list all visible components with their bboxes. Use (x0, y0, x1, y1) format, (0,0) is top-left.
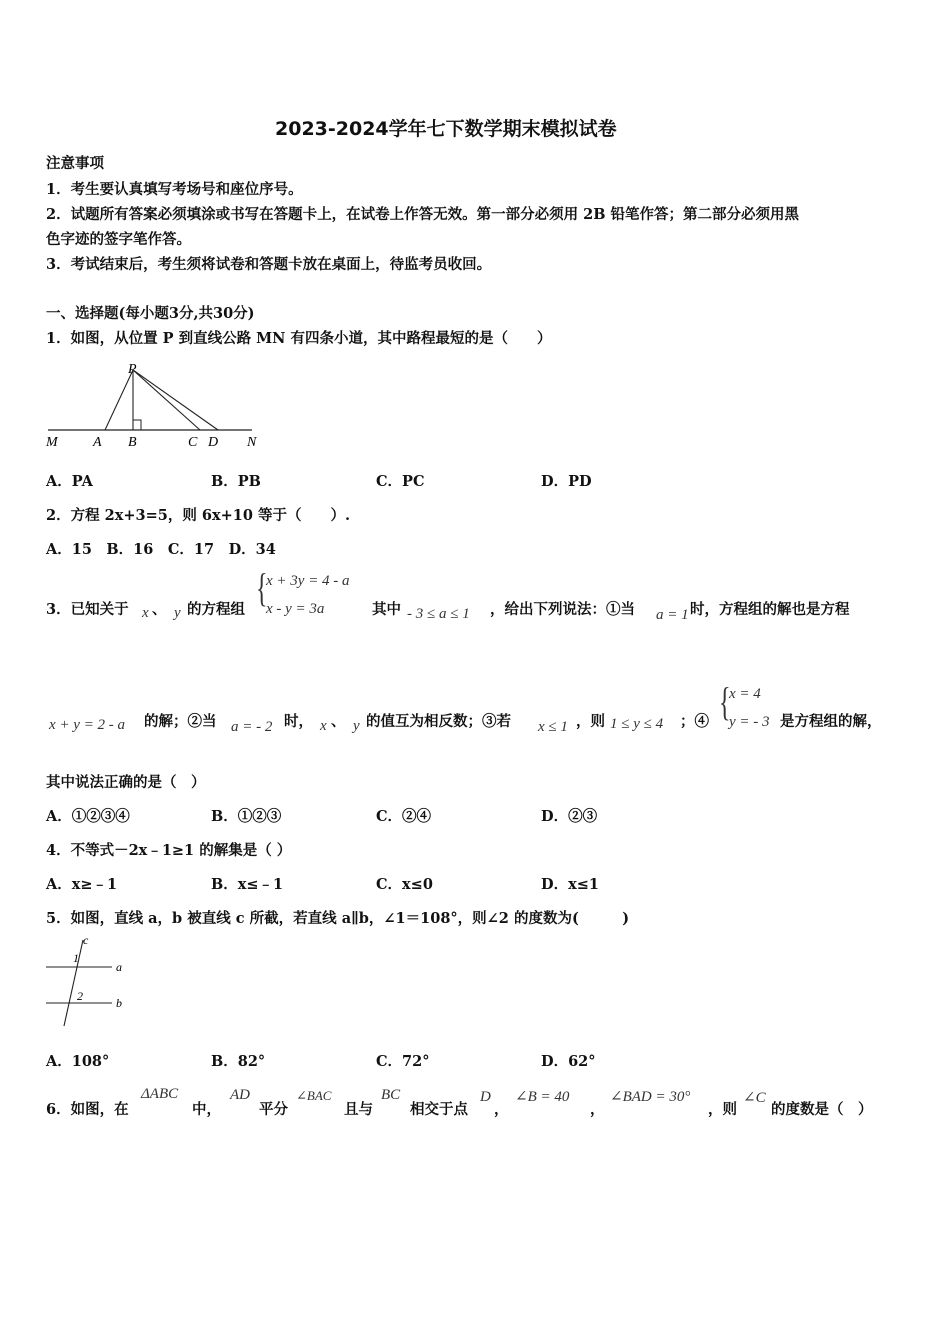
q3-sep: 、 (152, 601, 167, 618)
q2-options[interactable]: A．15 B．16 C．17 D．34 (46, 541, 276, 558)
q1-option-b[interactable]: B．PB (211, 473, 261, 490)
notice-line-1: 1．考生要认真填写考场号和座位序号。 (46, 181, 303, 198)
q3-x-le-1: x ≤ 1 (538, 719, 568, 735)
q5-option-a[interactable]: A．108° (46, 1053, 110, 1070)
q6-d: D (480, 1089, 491, 1105)
q5-option-b[interactable]: B．82° (211, 1053, 266, 1070)
q6-ad: AD (230, 1087, 250, 1103)
q3-text-6: 的解；②当 (144, 713, 217, 730)
label-c: C (188, 435, 198, 450)
label-p: P (128, 362, 137, 377)
q3-a-eq-neg2: a = - 2 (231, 719, 273, 735)
q5-option-c[interactable]: C．72° (376, 1053, 430, 1070)
q3-eq2: x - y = 3a (266, 601, 325, 617)
q4-option-b[interactable]: B．x≤﹣1 (211, 876, 284, 893)
q6-text-6: ， (494, 1101, 509, 1118)
q3-eq3: x + y = 2 - a (49, 717, 126, 733)
q3-option-b[interactable]: B．①②③ (211, 808, 282, 825)
q1-option-a[interactable]: A．PA (46, 473, 93, 490)
notice-line-3: 3．考试结束后，考生须将试卷和答题卡放在桌面上，待监考员收回。 (46, 256, 492, 273)
q1-figure (40, 358, 270, 453)
q2-stem: 2．方程 2x+3=5，则 6x+10 等于（ ）. (46, 507, 351, 524)
q4-option-a[interactable]: A．x≥﹣1 (46, 876, 118, 893)
q3-brace-2: { (719, 679, 731, 724)
q3-text-4: ，给出下列说法：①当 (490, 601, 635, 618)
q5-stem: 5．如图，直线 a，b 被直线 c 所截，若直线 a∥b，∠1＝108°，则∠2 的度数为( ) (46, 910, 630, 927)
page-title: 2023-2024学年七下数学期末模拟试卷 (275, 118, 617, 140)
q3-sep-2: 、 (331, 713, 346, 730)
q3-option-d[interactable]: D．②③ (541, 808, 598, 825)
q3-text-9: ，则 (576, 713, 605, 730)
q6-angle-c: ∠C (743, 1090, 766, 1106)
label-a: a (116, 960, 122, 974)
q6-text-9: 的度数是（ ） (771, 1101, 873, 1118)
q6-angle-bad: ∠BAD = 30° (610, 1089, 691, 1105)
q3-cond: - 3 ≤ a ≤ 1 (407, 606, 470, 622)
q3-text-2: 的方程组 (187, 601, 245, 618)
q6-angle-b: ∠B = 40 (515, 1089, 570, 1105)
q6-triangle: ΔABC (141, 1086, 179, 1102)
q6-text-2: 中， (192, 1101, 221, 1118)
q6-text-7: ， (590, 1101, 605, 1118)
q4-option-c[interactable]: C．x≤0 (376, 876, 433, 893)
q3-text-7: 时， (284, 713, 313, 730)
notice-heading: 注意事项 (46, 155, 104, 172)
label-b: b (116, 996, 122, 1010)
q3-sol-y: y = - 3 (729, 714, 770, 730)
q6-text-3: 平分 (259, 1101, 288, 1118)
label-b: B (128, 435, 137, 450)
q3-text-5: 时，方程组的解也是方程 (690, 601, 850, 618)
q6-text-1: 6．如图，在 (46, 1101, 129, 1118)
q3-text-10: ；④ (680, 713, 709, 730)
q6-text-8: ，则 (708, 1101, 737, 1118)
q6-angle-bac: ∠BAC (296, 1088, 332, 1103)
q3-brace: { (256, 565, 268, 610)
q3-a-eq-1: a = 1 (656, 607, 689, 623)
q3-y-range: 1 ≤ y ≤ 4 (610, 716, 664, 732)
label-angle-1: 1 (73, 951, 79, 965)
q3-var-y: y (174, 605, 181, 621)
q6-text-5: 相交于点 (410, 1101, 468, 1118)
q3-sol-x: x = 4 (729, 686, 761, 702)
notice-line-2a: 2．试题所有答案必须填涂或书写在答题卡上，在试卷上作答无效。第一部分必须用 2B 铅笔作答；第二部分必须用黑 (46, 206, 800, 223)
q4-option-d[interactable]: D．x≤1 (541, 876, 599, 893)
q3-option-a[interactable]: A．①②③④ (46, 808, 130, 825)
label-n: N (247, 435, 257, 450)
q1-option-d[interactable]: D．PD (541, 473, 592, 490)
label-d: D (208, 435, 219, 450)
q3-text-12: 其中说法正确的是（ ） (46, 774, 206, 791)
q6-bc: BC (381, 1087, 401, 1103)
label-angle-2: 2 (77, 989, 83, 1003)
q4-stem: 4．不等式－2x﹣1≥1 的解集是（ ） (46, 842, 292, 859)
q1-stem: 1．如图，从位置 P 到直线公路 MN 有四条小道，其中路程最短的是（ ） (46, 330, 552, 347)
q3-text-1: 3．已知关于 (46, 601, 129, 618)
q1-option-c[interactable]: C．PC (376, 473, 425, 490)
q3-var-x-2: x (320, 718, 327, 734)
q3-text-3: 其中 (372, 601, 401, 618)
q3-text-8: 的值互为相反数；③若 (366, 713, 511, 730)
section-heading: 一、选择题(每小题3分,共30分) (46, 305, 255, 322)
q6-text-4: 且与 (344, 1101, 373, 1118)
q3-text-11: 是方程组的解， (780, 713, 882, 730)
q3-eq1: x + 3y = 4 - a (266, 573, 350, 589)
q3-var-y-2: y (353, 718, 360, 734)
notice-line-2b: 色字迹的签字笔作答。 (46, 231, 191, 248)
label-m: M (46, 435, 58, 450)
q5-figure (42, 932, 132, 1032)
label-c: c (83, 933, 89, 947)
label-a: A (93, 435, 102, 450)
q3-option-c[interactable]: C．②④ (376, 808, 432, 825)
q5-option-d[interactable]: D．62° (541, 1053, 596, 1070)
q3-var-x: x (142, 605, 149, 621)
